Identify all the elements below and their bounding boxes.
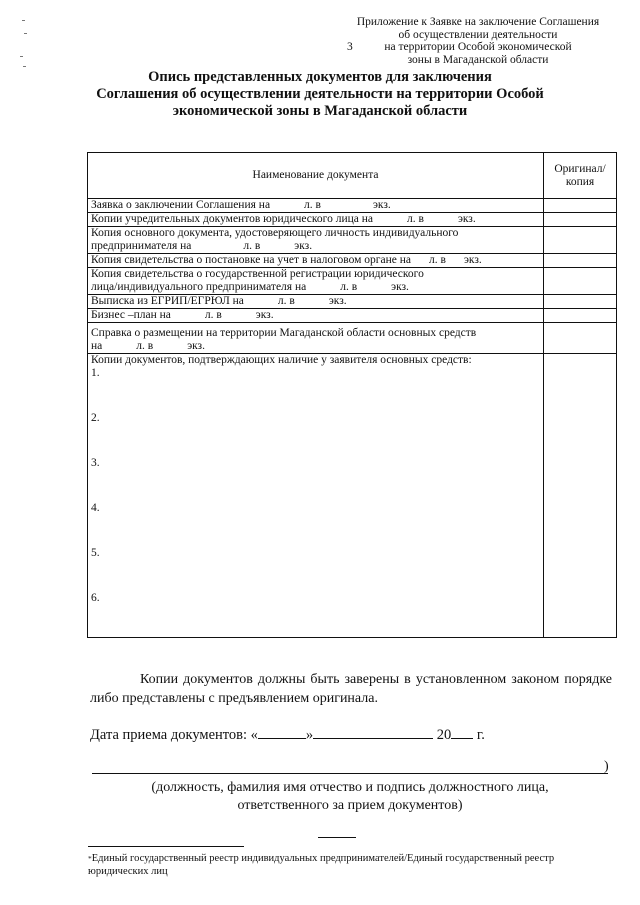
- document-cell: [88, 199, 544, 213]
- signature-field[interactable]: [92, 773, 608, 774]
- month-field[interactable]: [313, 725, 433, 739]
- document-label-line: Копия свидетельства о государственной регистрации юридического: [91, 268, 424, 280]
- copies-label: экз.: [294, 240, 313, 252]
- original-copy-cell[interactable]: [544, 199, 617, 213]
- original-copy-cell[interactable]: [544, 309, 617, 323]
- table-row: [88, 199, 617, 213]
- table-row: [88, 268, 617, 295]
- column-header-original: Оригинал/ копия: [544, 153, 617, 199]
- document-label: на: [91, 340, 103, 352]
- document-cell: [88, 213, 544, 227]
- header-line: об осуществлении деятельности: [398, 28, 558, 41]
- table-row: [88, 295, 617, 309]
- divider: [318, 837, 356, 838]
- sheets-label: л. в: [429, 254, 446, 266]
- assets-item: 6.: [91, 592, 100, 604]
- table-row: [88, 227, 617, 254]
- original-copy-cell[interactable]: [544, 354, 617, 638]
- copies-label: экз.: [255, 309, 274, 321]
- copies-label: экз.: [372, 199, 391, 211]
- scan-speck: [20, 56, 23, 57]
- scan-speck: [22, 20, 25, 21]
- document-label: Заявка о заключении Соглашения на: [91, 199, 271, 211]
- copies-label: экз.: [463, 254, 482, 266]
- title-line: Соглашения об осуществлении деятельности на территории Особой: [96, 86, 544, 102]
- footnote-text: Единый государственный реестр индивидуальных предпринимателей/Единый государственный реестр юридических лиц: [88, 853, 555, 877]
- header-line: Приложение к Заявке на заключение Соглашения: [356, 16, 600, 28]
- day-field[interactable]: [258, 725, 306, 739]
- original-copy-cell[interactable]: [544, 295, 617, 309]
- appendix-header: [342, 16, 614, 66]
- copies-label: экз.: [391, 281, 409, 293]
- signature-closing-paren: ): [604, 759, 609, 774]
- document-label: Бизнес –план на: [91, 309, 171, 321]
- document-cell: [88, 227, 544, 254]
- original-copy-cell[interactable]: [544, 323, 617, 354]
- scan-speck: [24, 33, 27, 34]
- sheets-label: л. в: [340, 281, 358, 293]
- table-row: [88, 309, 617, 323]
- footnote-marker: *: [88, 854, 92, 863]
- document-label: Копия свидетельства о постановке на учет в налоговом органе на: [91, 254, 412, 266]
- assets-title: Копии документов, подтверждающих наличие у заявителя основных средств:: [91, 354, 472, 366]
- copies-label: экз.: [187, 340, 205, 352]
- assets-item: 5.: [91, 547, 100, 559]
- assets-cell: [88, 354, 544, 638]
- assets-row: [88, 354, 617, 638]
- year-suffix: г.: [476, 727, 485, 743]
- date-close-quote: »: [305, 727, 314, 743]
- sheets-label: л. в: [204, 309, 222, 321]
- document-cell: [88, 309, 544, 323]
- page-number: 3: [347, 41, 353, 53]
- year-prefix: 20: [436, 727, 452, 743]
- signature-caption-line: (должность, фамилия имя отчество и подпись должностного лица,: [151, 780, 549, 795]
- certification-note: Копии документов должны быть заверены в установленном законом порядке либо представлены с предъявлением оригинала.: [90, 672, 612, 706]
- assets-item: 4.: [91, 502, 100, 514]
- copies-label: экз.: [457, 213, 476, 225]
- original-copy-cell[interactable]: [544, 227, 617, 254]
- column-header-name: Наименование документа: [88, 153, 544, 199]
- document-label: лица/индивидуального предпринимателя на: [91, 281, 307, 293]
- table-row: [88, 213, 617, 227]
- sheets-label: л. в: [304, 199, 321, 211]
- document-label: Копии учредительных документов юридического лица на: [91, 213, 374, 225]
- signature-caption: [92, 779, 608, 815]
- original-copy-cell[interactable]: [544, 268, 617, 295]
- signature-caption-line: ответственного за прием документов): [237, 798, 463, 813]
- original-copy-cell[interactable]: [544, 254, 617, 268]
- document-cell: [88, 254, 544, 268]
- table-row: [88, 254, 617, 268]
- date-label: Дата приема документов: «: [90, 727, 258, 743]
- date-received-line: [90, 725, 485, 744]
- sheets-label: л. в: [243, 240, 261, 252]
- footnote: [88, 852, 608, 878]
- document-cell: [88, 268, 544, 295]
- document-cell: [88, 323, 544, 354]
- table-row: [88, 323, 617, 354]
- document-label-line: Копия основного документа, удостоверяющего личность индивидуального: [91, 227, 459, 239]
- title-line: экономической зоны в Магаданской области: [172, 103, 468, 119]
- document-title: [60, 69, 580, 120]
- sheets-label: л. в: [277, 295, 295, 307]
- documents-table: [87, 152, 617, 638]
- assets-item: 3.: [91, 457, 100, 469]
- original-copy-cell[interactable]: [544, 213, 617, 227]
- title-line: Опись представленных документов для заключения: [148, 69, 492, 85]
- document-label: предпринимателя на: [91, 240, 192, 252]
- document-label-line: Справка о размещении на территории Магаданской области основных средств: [91, 327, 477, 339]
- copies-label: экз.: [328, 295, 347, 307]
- assets-item: 2.: [91, 412, 100, 424]
- scan-speck: [23, 66, 26, 67]
- footnote-divider: [88, 846, 244, 847]
- document-label: Выписка из ЕГРИП/ЕГРЮЛ на: [91, 295, 244, 307]
- document-cell: [88, 295, 544, 309]
- sheets-label: л. в: [136, 340, 154, 352]
- header-line: зоны в Магаданской области: [407, 53, 549, 66]
- table-header-row: [88, 153, 617, 199]
- sheets-label: л. в: [407, 213, 424, 225]
- assets-item: 1.: [91, 367, 100, 379]
- year-field[interactable]: [451, 725, 473, 739]
- header-line: на территории Особой экономической: [384, 41, 572, 53]
